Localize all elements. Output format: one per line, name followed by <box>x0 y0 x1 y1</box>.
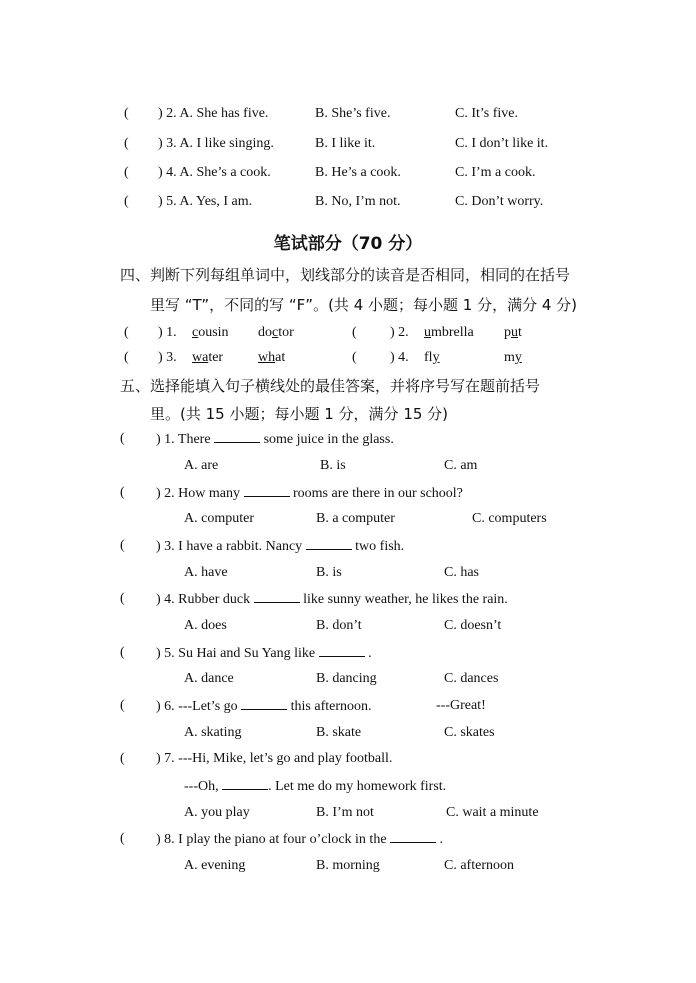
option-a: A. you play <box>184 805 250 820</box>
answer-blank[interactable] <box>306 537 352 550</box>
answer-paren[interactable]: ( <box>352 350 357 365</box>
option-b: B. is <box>316 565 342 580</box>
listening-item <box>124 193 544 211</box>
item-label: ) 4. <box>390 350 409 365</box>
answer-paren[interactable]: ( <box>124 194 129 209</box>
answer-paren[interactable]: ( <box>124 106 129 121</box>
question-7-line2: ---Oh, . Let me do my homework first. <box>184 779 447 794</box>
option-c: C. It’s five. <box>455 106 518 121</box>
option-b: B. He’s a cook. <box>315 165 401 180</box>
listening-item <box>124 164 536 182</box>
question-3 <box>120 537 405 555</box>
section-title: 笔试部分（70 分） <box>273 234 423 254</box>
answer-paren[interactable]: ( <box>352 325 357 340</box>
word-1: cousin <box>192 325 229 340</box>
item-label: ) 2. <box>390 325 409 340</box>
answer-blank[interactable] <box>222 777 268 790</box>
sec4-instructions-line2: 里写 “T”，不同的写 “F”。(共 4 小题；每小题 1 分，满分 4 分) <box>150 296 578 314</box>
question-7 <box>120 750 393 768</box>
answer-paren[interactable]: ( <box>124 325 129 340</box>
word-2: my <box>504 350 522 365</box>
question-5 <box>120 644 372 662</box>
question-stem: ) 6. ---Let’s go this afternoon. <box>156 699 372 714</box>
answer-paren[interactable]: ( <box>120 431 125 446</box>
answer-blank[interactable] <box>244 484 290 497</box>
option-b: B. She’s five. <box>315 106 391 121</box>
answer-paren[interactable]: ( <box>124 350 129 365</box>
option-c: C. computers <box>472 511 547 526</box>
word-1: umbrella <box>424 325 474 340</box>
phonics-row <box>124 349 522 367</box>
option-c: C. am <box>444 458 478 473</box>
listening-item <box>124 105 518 123</box>
option-c: C. dances <box>444 671 499 686</box>
answer-paren[interactable]: ( <box>120 751 125 766</box>
question-stem: ) 5. Su Hai and Su Yang like . <box>156 646 372 661</box>
option-a: A. computer <box>184 511 254 526</box>
phonics-row <box>124 324 522 342</box>
answer-paren[interactable]: ( <box>124 165 129 180</box>
sec5-instructions-line2: 里。(共 15 小题；每小题 1 分，满分 15 分) <box>150 405 449 423</box>
option-a: A. are <box>184 458 219 473</box>
question-stem: ) 2. How many rooms are there in our school? <box>156 486 463 501</box>
option-b: B. a computer <box>316 511 395 526</box>
option-c: C. has <box>444 565 479 580</box>
option-b: B. is <box>320 458 346 473</box>
option-c: C. Don’t worry. <box>455 194 544 209</box>
option-a: A. have <box>184 565 228 580</box>
question-stem: ) 1. There some juice in the glass. <box>156 432 394 447</box>
item-stem: ) 2. A. She has five. <box>158 106 269 121</box>
item-stem: ) 5. A. Yes, I am. <box>158 194 253 209</box>
answer-blank[interactable] <box>390 830 436 843</box>
question-2 <box>120 484 463 502</box>
word-2: put <box>504 325 522 340</box>
option-b: B. I like it. <box>315 136 376 151</box>
listening-item <box>124 135 549 153</box>
word-2: doctor <box>258 325 294 340</box>
item-label: ) 3. <box>158 350 177 365</box>
option-c: C. skates <box>444 725 495 740</box>
question-6 <box>120 697 486 715</box>
answer-paren[interactable]: ( <box>120 485 125 500</box>
answer-paren[interactable]: ( <box>120 645 125 660</box>
question-stem: ) 8. I play the piano at four o’clock in the . <box>156 832 444 847</box>
option-b: B. skate <box>316 725 362 740</box>
option-b: B. I’m not <box>316 805 374 820</box>
option-b: B. morning <box>316 858 380 873</box>
option-a: A. dance <box>184 671 234 686</box>
answer-blank[interactable] <box>214 430 260 443</box>
answer-paren[interactable]: ( <box>120 591 125 606</box>
question-stem: ) 7. ---Hi, Mike, let’s go and play football. <box>156 751 393 766</box>
dialog-reply: ---Great! <box>436 698 486 713</box>
answer-blank[interactable] <box>241 697 287 710</box>
option-c: C. doesn’t <box>444 618 502 633</box>
option-a: A. evening <box>184 858 246 873</box>
answer-paren[interactable]: ( <box>120 538 125 553</box>
item-label: ) 1. <box>158 325 177 340</box>
option-b: B. dancing <box>316 671 377 686</box>
answer-paren[interactable]: ( <box>120 831 125 846</box>
sec5-instructions-line1: 五、选择能填入句子横线处的最佳答案，并将序号写在题前括号 <box>120 377 541 395</box>
item-stem: ) 3. A. I like singing. <box>158 136 274 151</box>
word-1: water <box>192 350 224 365</box>
sec4-instructions-line1: 四、判断下列每组单词中，划线部分的读音是否相同，相同的在括号 <box>120 266 571 284</box>
option-c: C. afternoon <box>444 858 514 873</box>
question-8 <box>120 830 444 848</box>
answer-paren[interactable]: ( <box>120 698 125 713</box>
answer-paren[interactable]: ( <box>124 136 129 151</box>
item-stem: ) 4. A. She’s a cook. <box>158 165 271 180</box>
answer-blank[interactable] <box>254 590 300 603</box>
question-stem: ) 3. I have a rabbit. Nancy two fish. <box>156 539 405 554</box>
question-1 <box>120 430 394 448</box>
option-a: A. does <box>184 618 227 633</box>
word-2: what <box>258 350 286 365</box>
option-b: B. No, I’m not. <box>315 194 401 209</box>
question-stem: ) 4. Rubber duck like sunny weather, he likes the rain. <box>156 592 508 607</box>
option-c: C. wait a minute <box>446 805 539 820</box>
option-a: A. skating <box>184 725 242 740</box>
answer-blank[interactable] <box>319 644 365 657</box>
option-c: C. I don’t like it. <box>455 136 549 151</box>
option-b: B. don’t <box>316 618 362 633</box>
word-1: fly <box>424 350 440 365</box>
option-c: C. I’m a cook. <box>455 165 536 180</box>
question-4 <box>120 590 508 608</box>
